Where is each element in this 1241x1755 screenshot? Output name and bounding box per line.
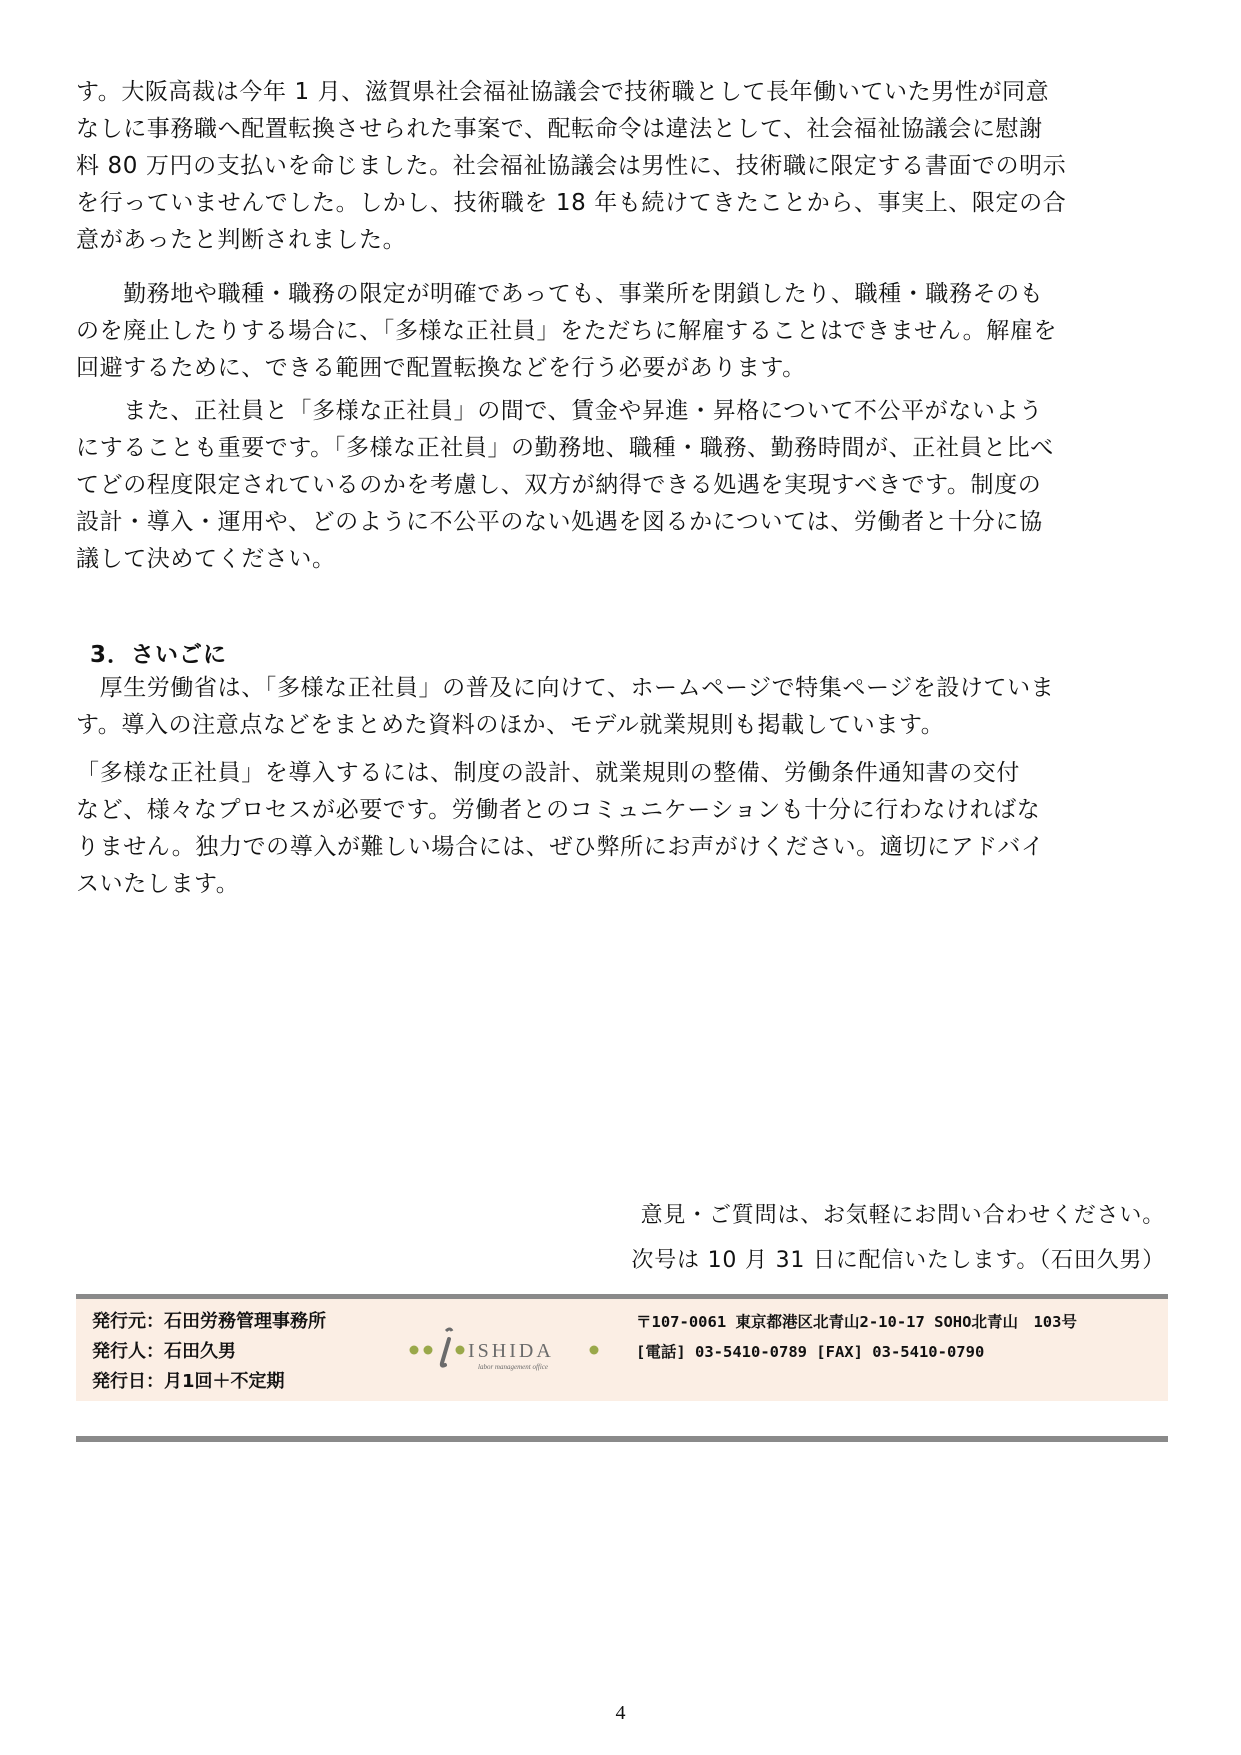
text-line: 設計・導入・運用や、どのように不公平のない処遇を図るかについては、労働者と十分に協	[76, 509, 1043, 535]
editor: 発行人：石田久男	[92, 1341, 236, 1362]
text-line: 料 80 万円の支払いを命じました。社会福祉協議会は男性に、技術職に限定する書面での明示	[76, 153, 1067, 179]
ishida-logo-icon	[406, 1317, 606, 1377]
text-line: 「多様な正社員」を導入するには、制度の設計、就業規則の整備、労働条件通知書の交付	[76, 760, 1020, 786]
paragraph-mhlw	[76, 670, 1176, 744]
text-line: にすることも重要です。「多様な正社員」の勤務地、職種・職務、勤務時間が、正社員と比べ	[76, 435, 1054, 461]
text-line: スいたします。	[76, 871, 240, 897]
publisher-info	[92, 1307, 326, 1397]
text-line: りません。独力での導入が難しい場合には、ぜひ弊所にお声がけください。適切にアドバイ	[76, 834, 1045, 860]
footer-bottom-rule	[76, 1436, 1168, 1442]
phone-fax: [電話] 03-5410-0789 [FAX] 03-5410-0790	[636, 1343, 985, 1361]
paragraph-dismissal	[76, 276, 1176, 387]
page-number: 4	[615, 1702, 626, 1724]
logo-text: ISHIDA	[468, 1340, 554, 1362]
text-line: のを廃止したりする場合に、「多様な正社員」をただちに解雇することはできません。解雇を	[76, 318, 1058, 344]
closing-note: 意見・ご質問は、お気軽にお問い合わせください。	[640, 1203, 1165, 1228]
text-line: 意があったと判断されました。	[76, 227, 407, 253]
text-line: なしに事務職へ配置転換させられた事案で、配転命令は違法として、社会福祉協議会に慰謝	[76, 116, 1043, 142]
text-line: を行っていませんでした。しかし、技術職を 18 年も続けてきたことから、事実上、限定の合	[76, 190, 1067, 216]
text-line: す。導入の注意点などをまとめた資料のほか、モデル就業規則も掲載しています。	[76, 712, 945, 738]
text-line: 勤務地や職種・職務の限定が明確であっても、事業所を閉鎖したり、職種・職務そのも	[76, 281, 1044, 307]
paragraph-fairness	[76, 393, 1176, 578]
paragraph-osaka-case	[76, 74, 1176, 259]
text-line: など、様々なプロセスが必要です。労働者とのコミュニケーションも十分に行わなければな	[76, 797, 1041, 823]
text-line: 議して決めてください。	[76, 546, 336, 572]
footer-band	[76, 1299, 1168, 1401]
section-heading: 3．さいごに	[90, 642, 228, 668]
address: 〒107-0061 東京都港区北青山2-10-17 SOHO北青山 103号	[636, 1313, 1077, 1331]
text-line: 厚生労働省は、「多様な正社員」の普及に向けて、ホームページで特集ページを設けていま	[76, 675, 1055, 701]
contact-info	[636, 1307, 1077, 1367]
text-line: す。大阪高裁は今年 1 月、滋賀県社会福祉協議会で技術職として長年働いていた男性が同意	[76, 79, 1050, 105]
issue-frequency: 発行日：月1回＋不定期	[92, 1371, 285, 1392]
text-line: また、正社員と「多様な正社員」の間で、賃金や昇進・昇格について不公平がないよう	[76, 398, 1043, 424]
publisher: 発行元：石田労務管理事務所	[92, 1311, 326, 1332]
logo-subtext: labor management office	[478, 1363, 548, 1371]
paragraph-introduction	[76, 755, 1176, 903]
text-line: てどの程度限定されているのかを考慮し、双方が納得できる処遇を実現すべきです。制度の	[76, 472, 1042, 498]
text-line: 回避するために、できる範囲で配置転換などを行う必要があります。	[76, 355, 806, 381]
next-issue-note: 次号は 10 月 31 日に配信いたします。（石田久男）	[631, 1248, 1165, 1273]
